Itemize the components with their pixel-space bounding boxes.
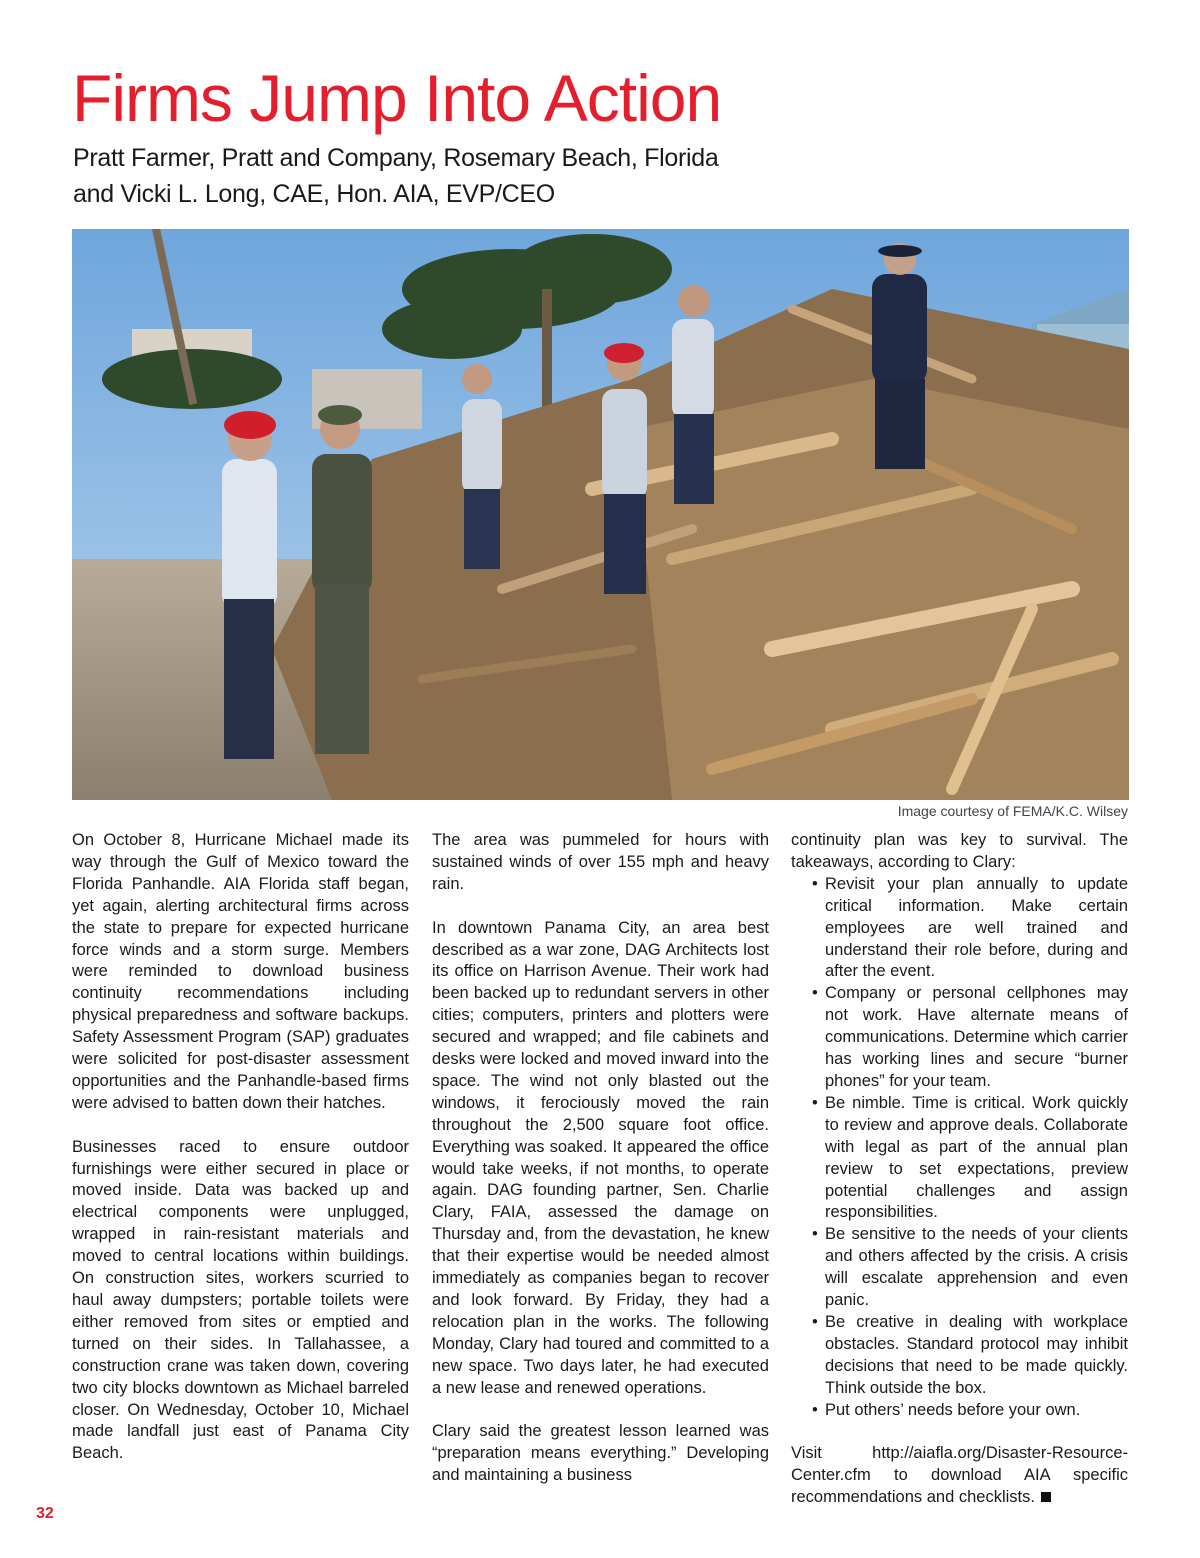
column-2: [432, 830, 769, 1509]
list-item: • Be sensitive to the needs of your clients and others affected by the crisis. A crisis will escalate apprehension and even panic.: [825, 1224, 1128, 1312]
col3-closing: [791, 1443, 1128, 1509]
col2-paragraph-3: Clary said the greatest lesson learned was “preparation means everything.” Developing and maintaining a business: [432, 1422, 769, 1485]
byline-line-1: Pratt Farmer, Pratt and Company, Rosemary Beach, Florida: [73, 144, 719, 172]
list-item: • Revisit your plan annually to update critical information. Make certain employees are well trained and understand their role before, during and after the event.: [825, 874, 1128, 984]
byline: [73, 140, 719, 212]
closing-text: Visit http://aiafla.org/Disaster-Resource-Center.cfm to download AIA specific recommendations and checklists.: [791, 1444, 1128, 1507]
list-item: • Company or personal cellphones may not work. Have alternate means of communications. Determine which carrier has working lines and secure “burner phones” for your team.: [825, 983, 1128, 1093]
photo-illustration: [72, 229, 1129, 800]
col1-paragraph-1: On October 8, Hurricane Michael made its way through the Gulf of Mexico toward the Florida Panhandle. AIA Florida staff began, yet again, alerting architectural firms across the state to prepare for expected hurricane force winds and a storm surge. Members were reminded to download business continuity recommendations including physical preparedness and software backups. Safety Assessment Program (SAP) graduates were solicited for post-disaster assessment opportunities and the Panhandle-based firms were advised to batten down their hatches.: [72, 831, 409, 1112]
column-1: [72, 830, 409, 1487]
col3-intro: continuity plan was key to survival. The takeaways, according to Clary:: [791, 831, 1128, 871]
end-of-article-mark: [1041, 1492, 1051, 1502]
image-credit: Image courtesy of FEMA/K.C. Wilsey: [897, 803, 1128, 819]
list-item: • Be nimble. Time is critical. Work quickly to review and approve deals. Collaborate with legal as part of the annual plan review to set expectations, preview potential challenges and assign responsibilities.: [825, 1093, 1128, 1224]
col2-paragraph-1: The area was pummeled for hours with sustained winds of over 155 mph and heavy rain.: [432, 831, 769, 893]
article-title: Firms Jump Into Action: [72, 61, 722, 135]
column-3: [791, 830, 1128, 1531]
page-number: 32: [36, 1505, 54, 1522]
byline-line-2: and Vicki L. Long, CAE, Hon. AIA, EVP/CEO: [73, 180, 555, 208]
col2-paragraph-2: In downtown Panama City, an area best described as a war zone, DAG Architects lost its office on Harrison Avenue. Their work had been backed up to redundant servers in other cities; computers, printers and plotters were secured and wrapped; and file cabinets and desks were locked and moved inward into the space. The wind not only blasted out the windows, it ferociously moved the rain throughout the 2,500 square foot office. Everything was soaked. It appeared the office would take weeks, if not months, to operate again. DAG founding partner, Sen. Charlie Clary, FAIA, assessed the damage on Thursday and, from the devastation, he knew that their expertise would be needed almost immediately as companies began to recover and look forward. By Friday, they had a relocation plan in the works. The following Monday, Clary had toured and committed to a new space. Two days later, he had executed a new lease and renewed operations.: [432, 918, 769, 1397]
col1-paragraph-2: Businesses raced to ensure outdoor furnishings were either secured in place or moved inside. Data was backed up and electrical components were unplugged, wrapped in rain-resistant materials and moved to central locations within buildings. On construction sites, workers scurried to haul away dumpsters; portable toilets were either removed from sites or emptied and turned on their sides. In Tallahassee, a construction crane was taken down, covering two city blocks downtown as Michael barreled closer. On Wednesday, October 10, Michael made landfall just east of Panama City Beach.: [72, 1137, 409, 1463]
takeaways-list: [791, 874, 1128, 1422]
list-item: • Put others’ needs before your own.: [825, 1400, 1128, 1422]
hurricane-damage-photo: [72, 229, 1129, 800]
list-item: • Be creative in dealing with workplace obstacles. Standard protocol may inhibit decisions that need to be made quickly. Think outside the box.: [825, 1312, 1128, 1400]
